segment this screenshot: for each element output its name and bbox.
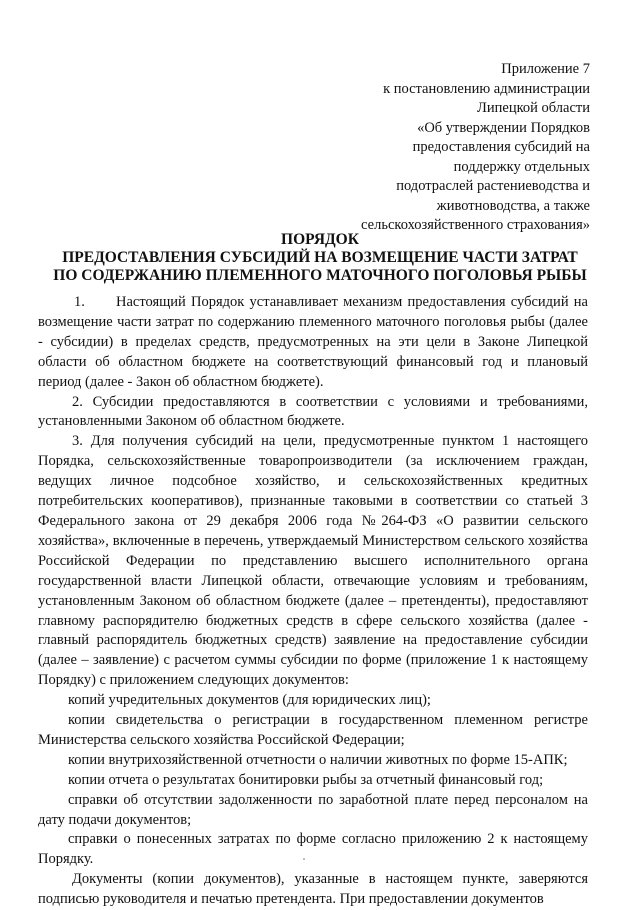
paragraph-1 (38, 293, 588, 393)
document-list-item: копий учредительных документов (для юридических лиц); (68, 692, 431, 709)
paragraph-2: 2. Субсидии предоставляются в соответствии с условиями и требованиями, установленными Законом об областном бюджете. (38, 393, 588, 430)
paragraph-3: 3. Для получения субсидий на цели, предусмотренные пунктом 1 настоящего Порядка, сельскохозяйственные товаропроизводители (за исключением граждан, ведущих личное подсобное хозяйство, и сельскохозяйственных кредитных потребительских кооперативов), признанные таковыми в соответствии со статьей 3 Федерального закона от 29 декабря 2006 года №264-ФЗ «О развитии сельского хозяйства», включенные в перечень, утверждаемый Министерством сельского хозяйства Российской Федерации по представлению высшего исполнительного органа государственной власти Липецкой области, отвечающие условиям и требованиям, установленным Законом об областном бюджете (далее – претенденты), предоставляют главному распорядителю бюджетных средств в сфере сельского хозяйства (далее - главный распорядитель бюджетных средств) заявление на предоставление субсидии (далее – заявление) с расчетом суммы субсидии по форме (приложение 1 к настоящему Порядку) с приложением следующих документов: (38, 433, 588, 689)
appendix-line: Приложение 7 (501, 61, 590, 77)
appendix-line: поддержку отдельных (453, 158, 590, 175)
title-line: ПО СОДЕРЖАНИЮ ПЛЕМЕННОГО МАТОЧНОГО ПОГОЛОВЬЯ РЫБЫ (53, 267, 587, 284)
appendix-line: предоставления субсидий на (412, 139, 590, 155)
paragraph-text: Настоящий Порядок устанавливает механизм предоставления субсидий на возмещение части затрат по содержанию племенного маточного поголовья рыбы (далее - субсидии) в пределах средств, предусмотренных на эти цели в Законе Липецкой области об областном бюджете на соответствующий финансовый год и плановый период (далее - Закон об областном бюджете). (38, 294, 588, 390)
paragraph-number: 1. (74, 294, 85, 310)
scan-speck (303, 858, 305, 860)
appendix-line: подотраслей растениеводства и (396, 178, 590, 194)
document-title (30, 231, 610, 285)
document-list-item: копии внутрихозяйственной отчетности о наличии животных по форме 15-АПК; (68, 751, 568, 768)
document-list-item: копии отчета о результатах бонитировки рыбы за отчетный финансовый год; (68, 771, 544, 788)
document-list-item: копии свидетельства о регистрации в государственном племенном регистре Министерства сельского хозяйства Российской Федерации; (38, 712, 588, 748)
title-line: ПОРЯДОК (281, 231, 359, 248)
appendix-block (290, 60, 590, 236)
document-list-item: справки о понесенных затратах по форме согласно приложению 2 к настоящему Порядку. (38, 831, 588, 868)
paragraph-documents: Документы (копии документов), указанные в настоящем пункте, заверяются подписью руководителя и печатью претендента. При предоставлении документов (38, 871, 588, 908)
document-list-item: справки об отсутствии задолженности по заработной плате перед персоналом на дату подачи документов; (38, 791, 588, 828)
appendix-line: животноводства, а также (436, 197, 590, 214)
appendix-line: Липецкой области (477, 100, 590, 116)
title-line: ПРЕДОСТАВЛЕНИЯ СУБСИДИЙ НА ВОЗМЕЩЕНИЕ ЧАСТИ ЗАТРАТ (62, 249, 578, 266)
appendix-line: сельскохозяйственного страхования» (361, 217, 590, 233)
appendix-line: «Об утверждении Порядков (417, 119, 590, 136)
document-body (38, 293, 588, 910)
appendix-line: к постановлению администрации (383, 80, 590, 97)
